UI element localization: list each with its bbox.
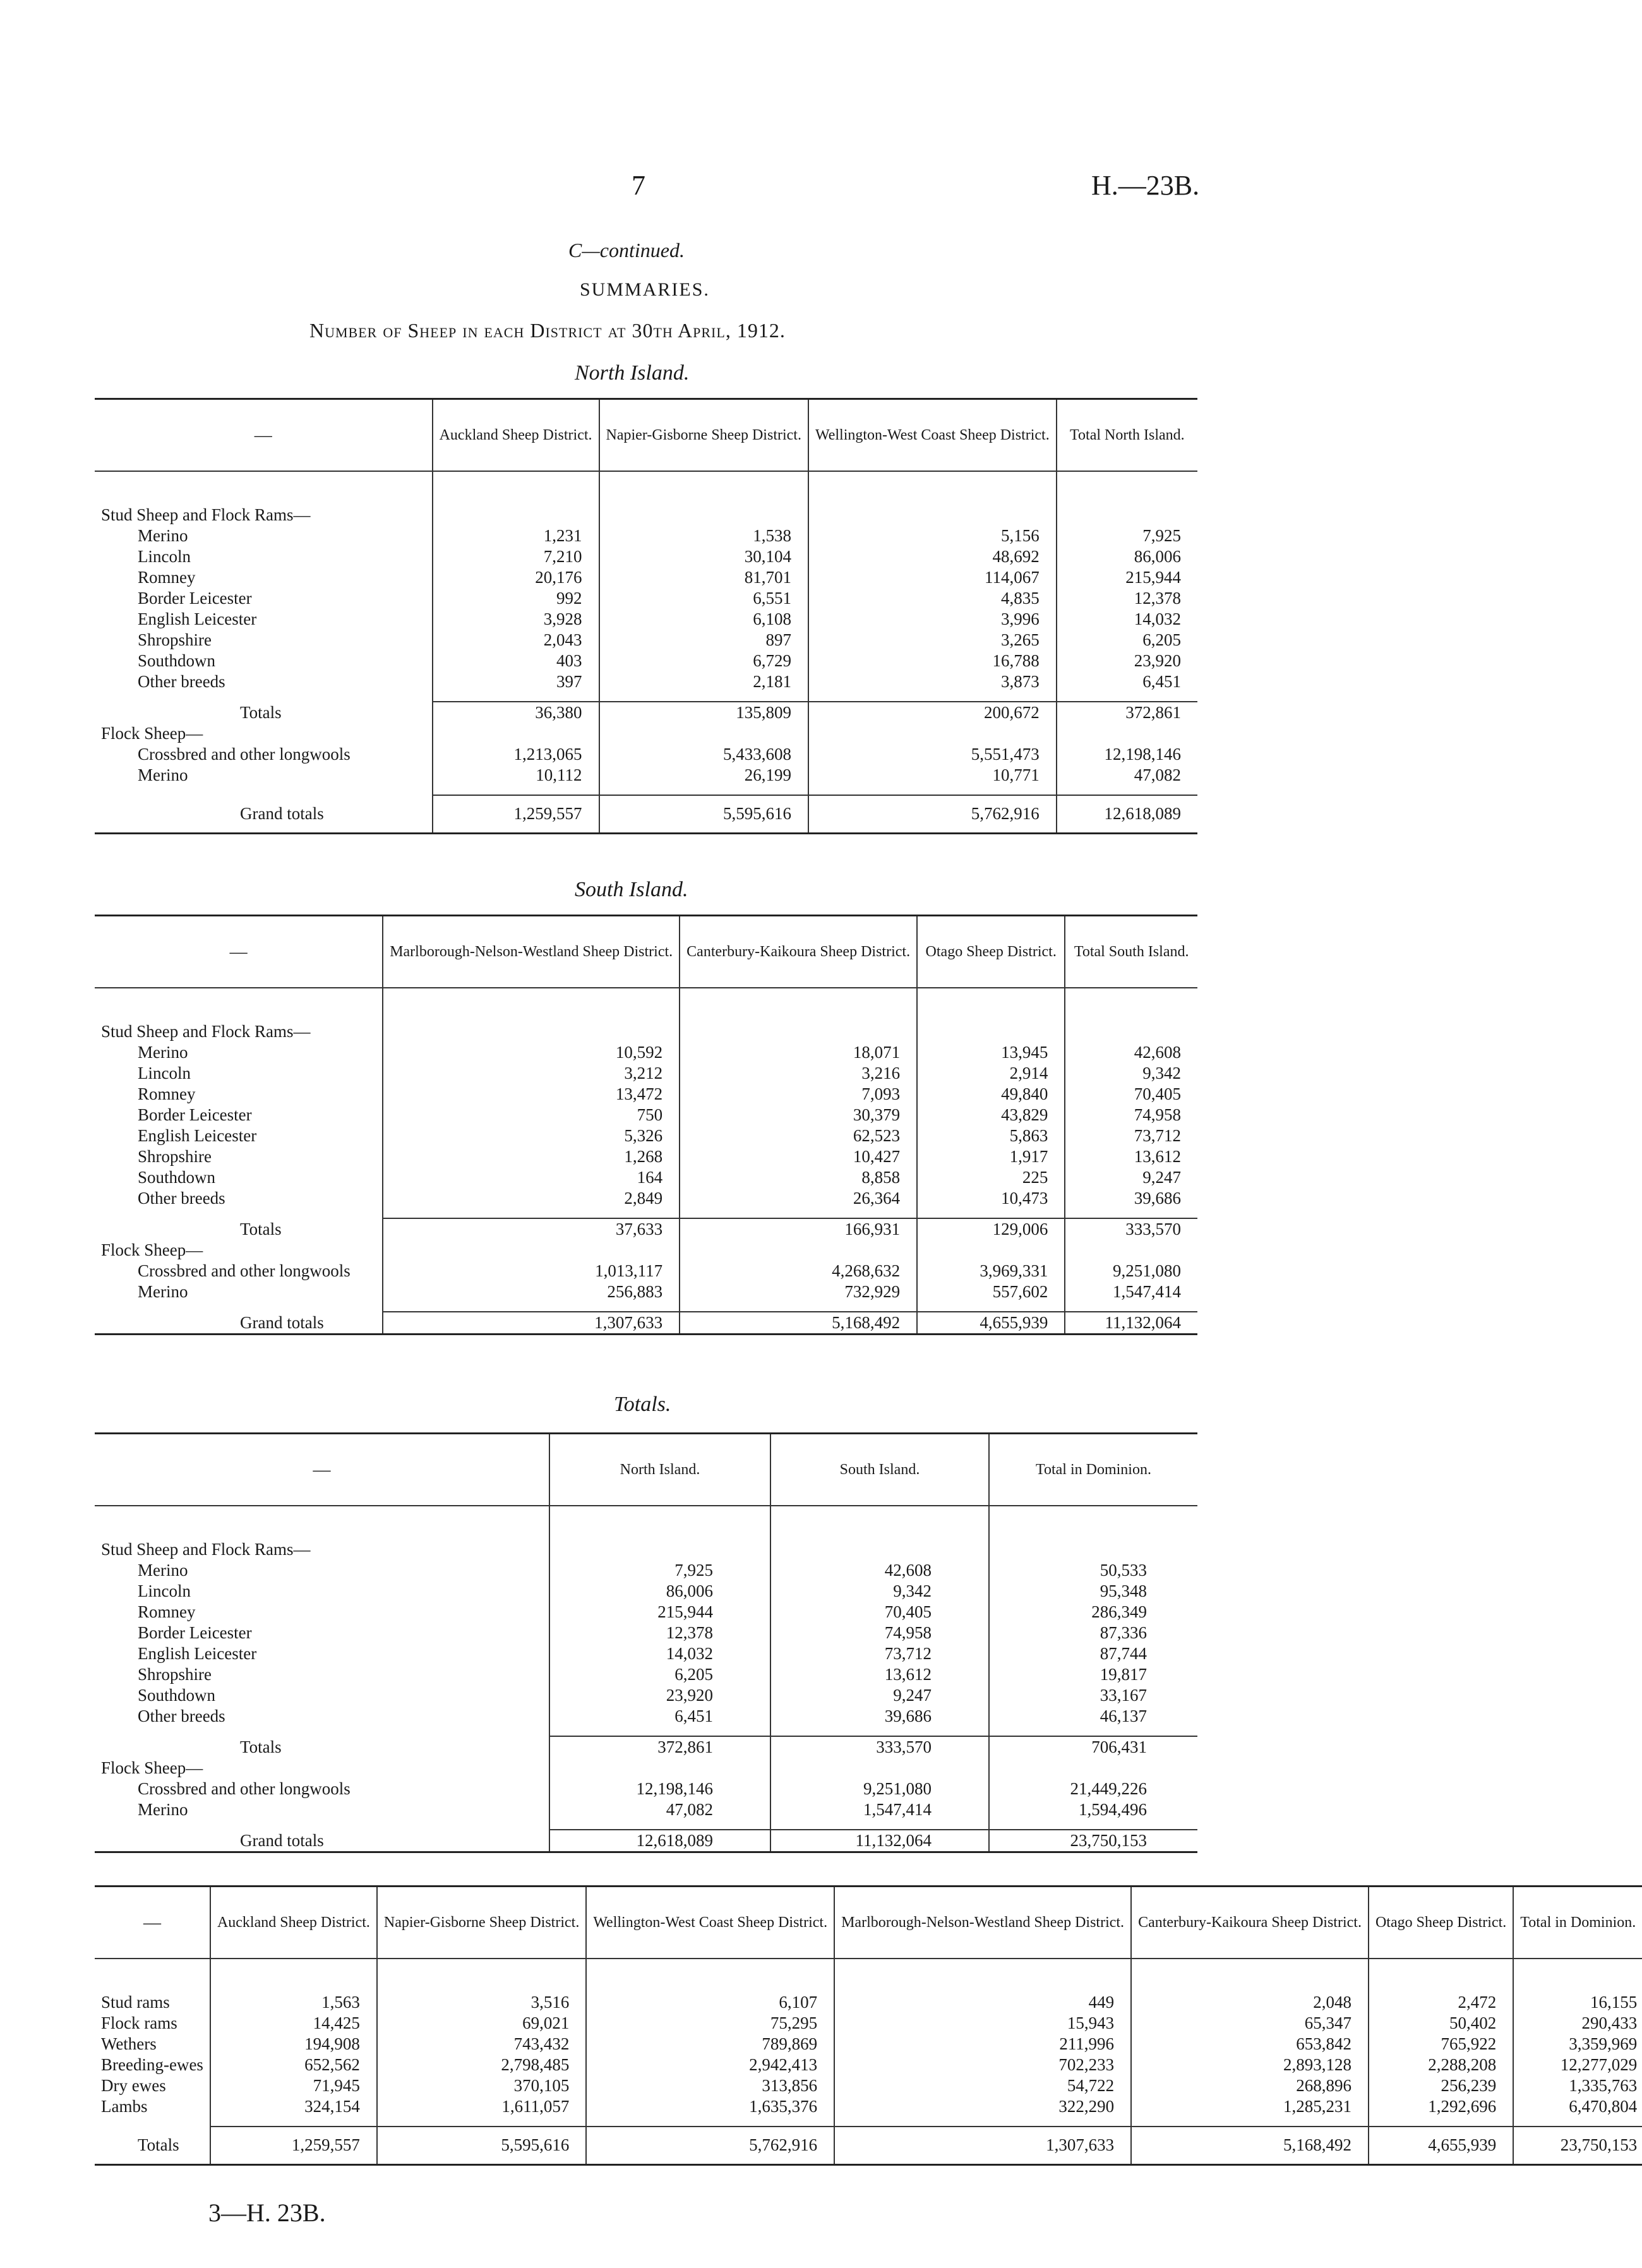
table-row: Stud rams 1,563 3,516 6,107 449 2,048 2,472 16,155 (95, 1992, 1642, 2013)
table-row: Dry ewes 71,945 370,105 313,856 54,722 268,896 256,239 1,335,763 (95, 2075, 1642, 2096)
totals-row: Totals 36,380 135,809 200,672 372,861 (95, 702, 1197, 723)
table-row: Border Leicester 750 30,379 43,829 74,958 (95, 1105, 1197, 1125)
sheep-classes-table (95, 1885, 1642, 2166)
south-island-heading: South Island. (575, 878, 688, 901)
totals-row: Totals 372,861 333,570 706,431 (95, 1736, 1197, 1758)
table-row: Other breeds 2,849 26,364 10,473 39,686 (95, 1188, 1197, 1209)
continued-heading: C—continued. (568, 239, 685, 261)
table-row: Merino 47,082 1,547,414 1,594,496 (95, 1799, 1197, 1820)
table-row: Breeding-ewes 652,562 2,798,485 2,942,413 702,233 2,893,128 2,288,208 12,277,029 (95, 2055, 1642, 2075)
south-island-table (95, 915, 1197, 1335)
group-label: Stud Sheep and Flock Rams— (101, 1540, 311, 1559)
col-header: Canterbury-Kaikoura Sheep District. (1131, 1887, 1369, 1959)
table-row: Romney 215,944 70,405 286,349 (95, 1602, 1197, 1623)
header-dash: — (143, 1912, 161, 1933)
table-row: Southdown 23,920 9,247 33,167 (95, 1685, 1197, 1706)
table-row: Shropshire 1,268 10,427 1,917 13,612 (95, 1146, 1197, 1167)
table-row: Lincoln 3,212 3,216 2,914 9,342 (95, 1063, 1197, 1084)
table-row: Merino 256,883 732,929 557,602 1,547,414 (95, 1281, 1197, 1302)
table-row: Other breeds 397 2,181 3,873 6,451 (95, 671, 1197, 692)
group-label: Stud Sheep and Flock Rams— (101, 505, 311, 524)
table-row: Southdown 403 6,729 16,788 23,920 (95, 651, 1197, 671)
table-row: Lambs 324,154 1,611,057 1,635,376 322,290 1,285,231 1,292,696 6,470,804 (95, 2096, 1642, 2117)
grand-totals-row: Grand totals 1,259,557 5,595,616 5,762,916 12,618,089 (95, 795, 1197, 833)
north-island-heading: North Island. (575, 361, 690, 385)
table-row: Romney 20,176 81,701 114,067 215,944 (95, 567, 1197, 588)
col-header: North Island. (549, 1434, 770, 1506)
document-title: Number of Sheep in each District at 30th April, 1912. (309, 319, 786, 342)
page-reference: H.—23B. (1091, 170, 1200, 201)
table-row: Crossbred and other longwools 12,198,146 9,251,080 21,449,226 (95, 1779, 1197, 1799)
col-header: Otago Sheep District. (1369, 1887, 1513, 1959)
table-row: Shropshire 2,043 897 3,265 6,205 (95, 630, 1197, 651)
page-footer: 3—H. 23B. (208, 2199, 326, 2227)
table-row: Merino 1,231 1,538 5,156 7,925 (95, 525, 1197, 546)
table-row: Crossbred and other longwools 1,213,065 5,433,608 5,551,473 12,198,146 (95, 744, 1197, 765)
group-label: Flock Sheep— (101, 1758, 203, 1777)
totals-table (95, 1432, 1197, 1853)
grand-totals-row: Grand totals 1,307,633 5,168,492 4,655,939 11,132,064 (95, 1312, 1197, 1335)
table-row: Lincoln 7,210 30,104 48,692 86,006 (95, 546, 1197, 567)
col-header: Napier-Gisborne Sheep District. (599, 399, 808, 472)
table-row: Merino 10,112 26,199 10,771 47,082 (95, 765, 1197, 786)
totals-row: Totals 37,633 166,931 129,006 333,570 (95, 1218, 1197, 1240)
col-header: Total in Dominion. (989, 1434, 1197, 1506)
table-row: Lincoln 86,006 9,342 95,348 (95, 1581, 1197, 1602)
summaries-heading: SUMMARIES. (580, 279, 710, 300)
table-row: English Leicester 14,032 73,712 87,744 (95, 1643, 1197, 1664)
table-row: Border Leicester 992 6,551 4,835 12,378 (95, 588, 1197, 609)
col-header: Auckland Sheep District. (210, 1887, 377, 1959)
table-row: Southdown 164 8,858 225 9,247 (95, 1167, 1197, 1188)
table-row: Merino 10,592 18,071 13,945 42,608 (95, 1042, 1197, 1063)
col-header: Napier-Gisborne Sheep District. (377, 1887, 586, 1959)
table-row: Wethers 194,908 743,432 789,869 211,996 653,842 765,922 3,359,969 (95, 2034, 1642, 2055)
totals-row: Totals 1,259,557 5,595,616 5,762,916 1,307,633 5,168,492 4,655,939 23,750,153 (95, 2127, 1642, 2164)
north-island-table (95, 398, 1197, 834)
grand-totals-row: Grand totals 12,618,089 11,132,064 23,750,153 (95, 1830, 1197, 1852)
col-header: Auckland Sheep District. (433, 399, 599, 472)
page-number: 7 (632, 170, 645, 201)
table-row: Other breeds 6,451 39,686 46,137 (95, 1706, 1197, 1727)
header-dash: — (254, 425, 272, 445)
col-header: South Island. (770, 1434, 989, 1506)
group-label: Flock Sheep— (101, 1240, 203, 1259)
table-row: English Leicester 3,928 6,108 3,996 14,032 (95, 609, 1197, 630)
table-row: English Leicester 5,326 62,523 5,863 73,712 (95, 1125, 1197, 1146)
col-header: Total South Island. (1065, 916, 1197, 988)
col-header: Marlborough-Nelson-Westland Sheep District. (834, 1887, 1131, 1959)
table-row: Border Leicester 12,378 74,958 87,336 (95, 1623, 1197, 1643)
col-header: Canterbury-Kaikoura Sheep District. (680, 916, 917, 988)
header-dash: — (229, 942, 248, 962)
col-header: Total North Island. (1057, 399, 1197, 472)
totals-heading: Totals. (614, 1393, 671, 1416)
table-row: Crossbred and other longwools 1,013,117 4,268,632 3,969,331 9,251,080 (95, 1261, 1197, 1281)
col-header: Wellington-West Coast Sheep District. (586, 1887, 834, 1959)
col-header: Marlborough-Nelson-Westland Sheep District. (383, 916, 680, 988)
col-header: Wellington-West Coast Sheep District. (808, 399, 1057, 472)
col-header: Otago Sheep District. (917, 916, 1065, 988)
col-header: Total in Dominion. (1513, 1887, 1642, 1959)
table-row: Merino 7,925 42,608 50,533 (95, 1560, 1197, 1581)
group-label: Flock Sheep— (101, 724, 203, 743)
group-label: Stud Sheep and Flock Rams— (101, 1022, 311, 1041)
table-row: Flock rams 14,425 69,021 75,295 15,943 65,347 50,402 290,433 (95, 2013, 1642, 2034)
header-dash: — (313, 1460, 331, 1480)
table-row: Shropshire 6,205 13,612 19,817 (95, 1664, 1197, 1685)
table-row: Romney 13,472 7,093 49,840 70,405 (95, 1084, 1197, 1105)
